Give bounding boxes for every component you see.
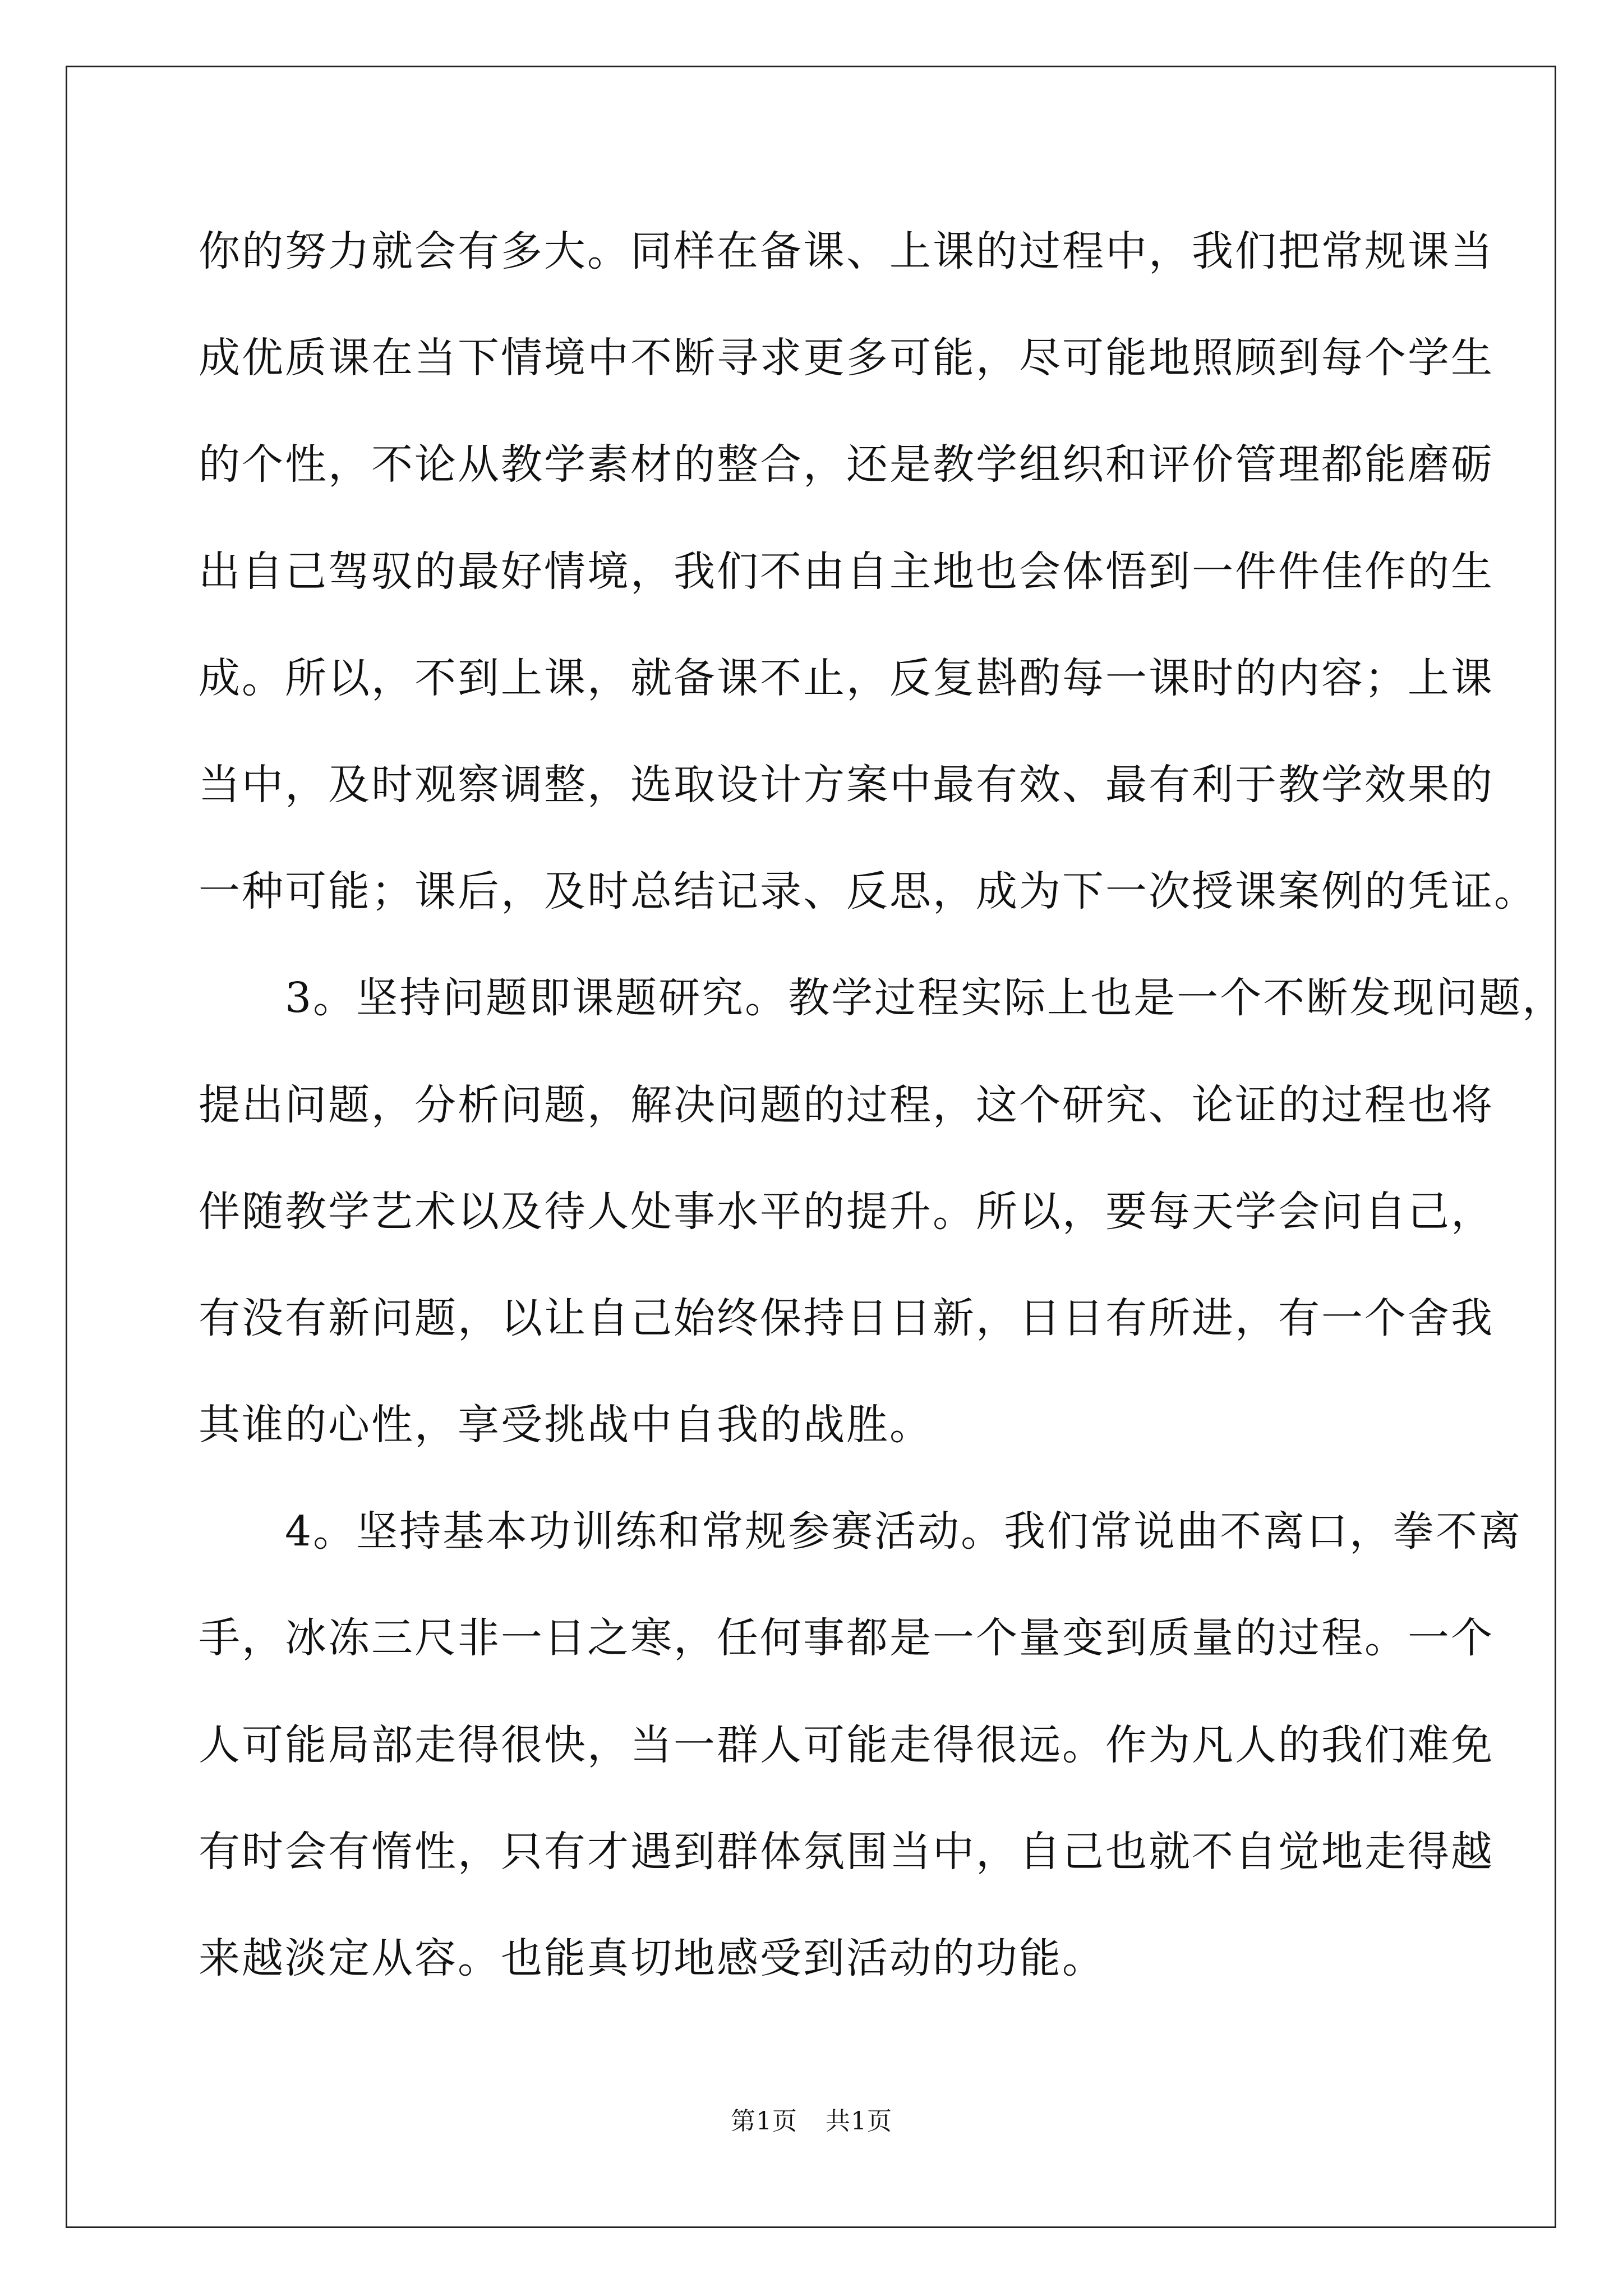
page-number-current: 第1页	[731, 2107, 797, 2136]
text-line: 出自己驾驭的最好情境，我们不由自主地也会体悟到一件件佳作的生	[199, 547, 1494, 596]
text-line: 伴随教学艺术以及待人处事水平的提升。所以，要每天学会问自己，	[199, 1187, 1494, 1236]
text-line: 你的努力就会有多大。同样在备课、上课的过程中，我们把常规课当	[199, 227, 1494, 275]
document-body	[199, 218, 1566, 2031]
text-line: 成优质课在当下情境中不断寻求更多可能，尽可能地照顾到每个学生	[199, 334, 1494, 383]
text-line: 其谁的心性，享受挑战中自我的战胜。	[199, 1401, 933, 1450]
text-line: 4。坚持基本功训练和常规参赛活动。我们常说曲不离口，拳不离	[199, 1507, 1523, 1556]
text-line: 手，冰冻三尺非一日之寒，任何事都是一个量变到质量的过程。一个	[199, 1614, 1494, 1663]
text-line: 当中，及时观察调整，选取设计方案中最有效、最有利于教学效果的	[199, 760, 1494, 809]
text-line: 3。坚持问题即课题研究。教学过程实际上也是一个不断发现问题，	[199, 974, 1566, 1023]
text-line: 有没有新问题，以让自己始终保持日日新，日日有所进，有一个舍我	[199, 1294, 1494, 1342]
text-line: 来越淡定从容。也能真切地感受到活动的功能。	[199, 1934, 1105, 1982]
page-footer	[0, 2105, 1623, 2138]
text-line: 提出问题，分析问题，解决问题的过程，这个研究、论证的过程也将	[199, 1080, 1494, 1129]
text-line: 有时会有惰性，只有才遇到群体氛围当中，自己也就不自觉地走得越	[199, 1827, 1494, 1876]
text-line: 成。所以，不到上课，就备课不止，反复斟酌每一课时的内容；上课	[199, 654, 1494, 702]
page-number-total: 共1页	[826, 2107, 892, 2136]
text-line: 一种可能；课后，及时总结记录、反思，成为下一次授课案例的凭证。	[199, 867, 1537, 916]
text-line: 人可能局部走得很快，当一群人可能走得很远。作为凡人的我们难免	[199, 1720, 1494, 1769]
text-line: 的个性，不论从教学素材的整合，还是教学组织和评价管理都能磨砺	[199, 440, 1494, 489]
